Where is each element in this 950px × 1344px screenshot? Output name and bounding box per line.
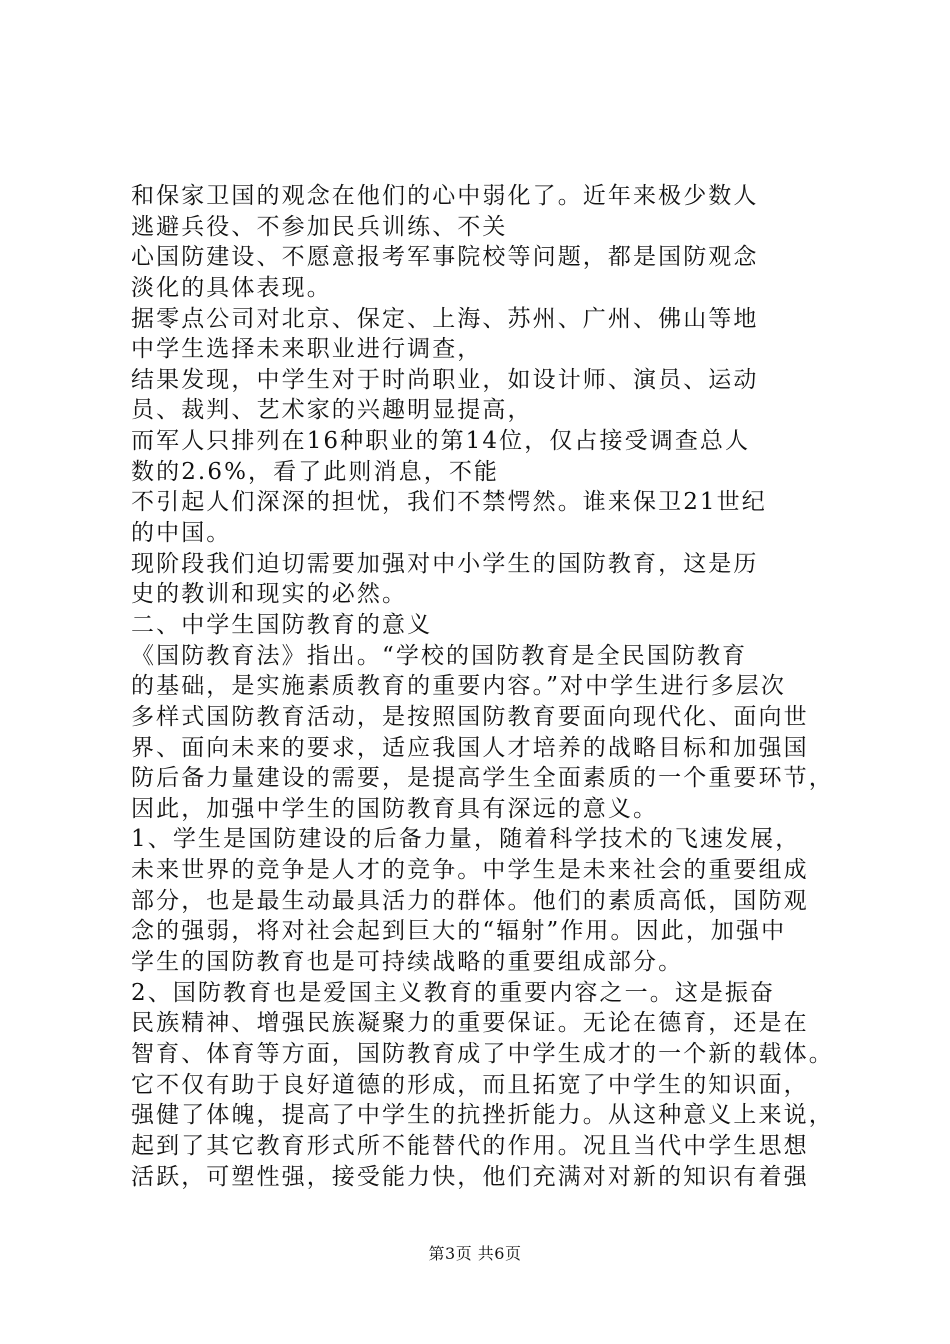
text-line: 现阶段我们迫切需要加强对中小学生的国防教育，这是历 bbox=[131, 550, 759, 577]
text-line: 部分，也是最生动最具活力的群体。他们的素质高低，国防观 bbox=[131, 887, 809, 914]
text-line: 据零点公司对北京、保定、上海、苏州、广州、佛山等地 bbox=[131, 305, 759, 332]
text-line: 活跃，可塑性强，接受能力快，他们充满对对新的知识有着强 bbox=[131, 1163, 809, 1190]
page-number-footer: 第3页 共6页 bbox=[428, 1244, 522, 1263]
text-line: 中学生选择未来职业进行调查， bbox=[131, 336, 483, 363]
text-line: 的中国。 bbox=[131, 520, 232, 547]
text-line: 它不仅有助于良好道德的形成，而且拓宽了中学生的知识面， bbox=[131, 1071, 809, 1098]
text-line: 结果发现，中学生对于时尚职业，如设计师、演员、运动 bbox=[131, 366, 759, 393]
text-line: 多样式国防教育活动，是按照国防教育要面向现代化、面向世 bbox=[131, 703, 809, 730]
text-line: 防后备力量建设的需要，是提高学生全面素质的一个重要环节， bbox=[131, 765, 834, 792]
text-line: 1、学生是国防建设的后备力量，随着科学技术的飞速发展， bbox=[131, 826, 801, 853]
body-text bbox=[131, 181, 841, 1192]
text-line: 民族精神、增强民族凝聚力的重要保证。无论在德育，还是在 bbox=[131, 1010, 809, 1037]
section-heading: 二、中学生国防教育的意义 bbox=[131, 611, 433, 638]
text-line: 淡化的具体表现。 bbox=[131, 274, 332, 301]
text-line: 界、面向未来的要求，适应我国人才培养的战略目标和加强国 bbox=[131, 734, 809, 761]
text-line: 心国防建设、不愿意报考军事院校等问题，都是国防观念 bbox=[131, 244, 759, 271]
text-line: 智育、体育等方面，国防教育成了中学生成才的一个新的载体。 bbox=[131, 1040, 834, 1067]
text-line: 2、国防教育也是爱国主义教育的重要内容之一。这是振奋 bbox=[131, 979, 776, 1006]
text-line: 而军人只排列在16种职业的第14位，仅占接受调查总人 bbox=[131, 428, 751, 455]
text-line: 起到了其它教育形式所不能替代的作用。况且当代中学生思想 bbox=[131, 1132, 809, 1159]
text-line: 未来世界的竞争是人才的竞争。中学生是未来社会的重要组成 bbox=[131, 857, 809, 884]
text-line: 不引起人们深深的担忧，我们不禁愕然。谁来保卫21世纪 bbox=[131, 489, 767, 516]
text-line: 逃避兵役、不参加民兵训练、不关 bbox=[131, 213, 508, 240]
text-line: 学生的国防教育也是可持续战略的重要组成部分。 bbox=[131, 949, 684, 976]
text-line: 史的教训和现实的必然。 bbox=[131, 581, 408, 608]
text-line: 的基础，是实施素质教育的重要内容。”对中学生进行多层次 bbox=[131, 673, 786, 700]
text-line: 数的2.6%，看了此则消息，不能 bbox=[131, 458, 500, 485]
text-line: 强健了体魄，提高了中学生的抗挫折能力。从这种意义上来说， bbox=[131, 1102, 834, 1129]
text-line: 和保家卫国的观念在他们的心中弱化了。近年来极少数人 bbox=[131, 183, 759, 209]
text-line: 《国防教育法》指出。“学校的国防教育是全民国防教育 bbox=[131, 642, 748, 669]
text-line: 念的强弱，将对社会起到巨大的“辐射”作用。因此，加强中 bbox=[131, 918, 787, 945]
text-line: 因此，加强中学生的国防教育具有深远的意义。 bbox=[131, 795, 659, 822]
text-line: 员、裁判、艺术家的兴趣明显提高， bbox=[131, 397, 533, 424]
